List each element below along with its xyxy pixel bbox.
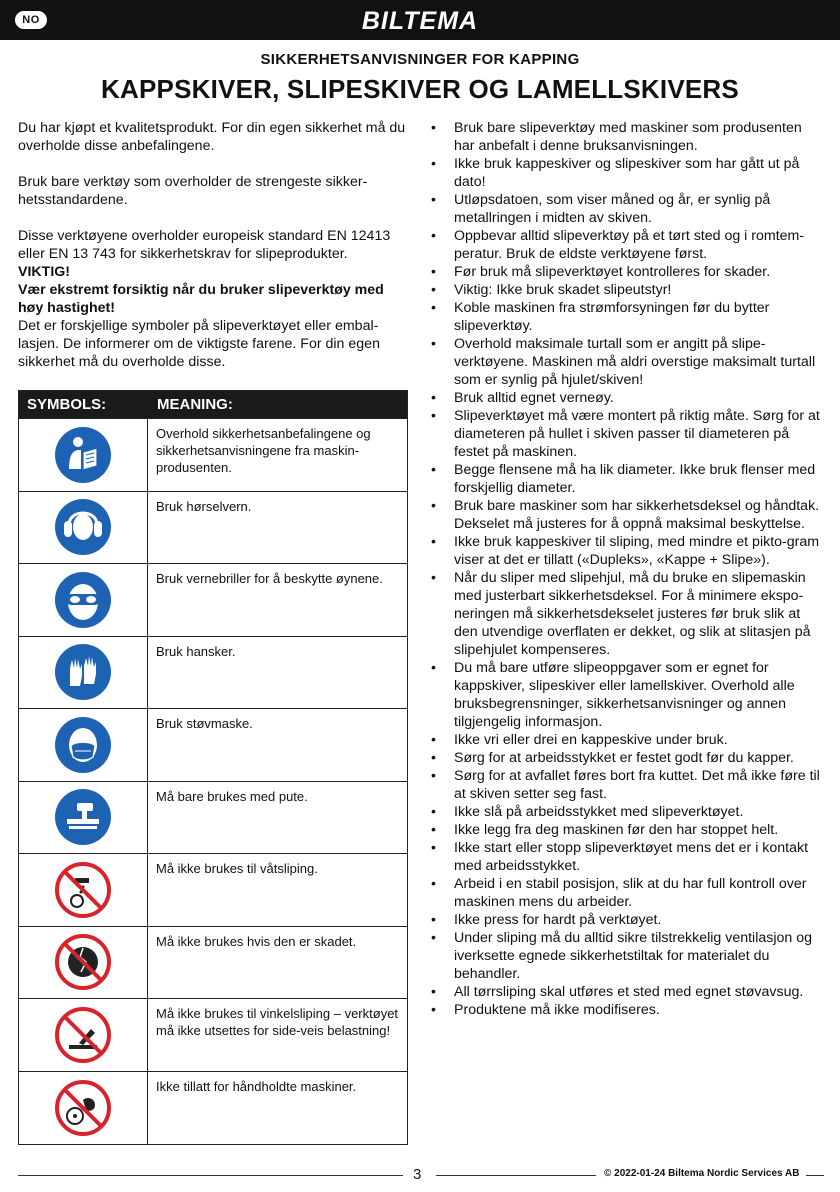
list-item: • Når du sliper med slipehjul, må du bruke en slipemaskin med justerbart sikkerhetsdeksel. For å minimere ekspo-neringen må sikkerhetsdekselet justeres før bruk slik at den utvendige overflaten er dekket, og slik at slitasjen på slipehjulet kompenseres.	[430, 569, 825, 659]
intro-paragraph: Bruk bare verktøy som overholder de strengeste sikker-hetsstandardene.	[18, 174, 368, 208]
list-item: • Sørg for at avfallet føres bort fra kuttet. Det må ikke føre til at skiven setter seg fast.	[430, 767, 825, 803]
list-item: • Produktene må ikke modifiseres.	[430, 1001, 825, 1019]
intro-paragraph: Du har kjøpt et kvalitetsprodukt. For din egen sikkerhet må du overholde disse anbefalingene.	[18, 120, 406, 154]
symbols-column-header: SYMBOLS:	[27, 396, 107, 413]
intro-paragraph: Det er forskjellige symboler på slipeverktøyet eller embal-lasjen. De informerer om de viktigste farene. For din egen sikkerhet må du overholde disse.	[18, 318, 380, 370]
list-item: • Koble maskinen fra strømforsyningen før du bytter slipeverktøy.	[430, 299, 825, 335]
symbol-row	[19, 636, 407, 709]
footer-divider	[18, 1175, 403, 1176]
symbol-meaning: Må ikke brukes til våtsliping.	[156, 861, 318, 876]
list-item: • Bruk alltid egnet verneøy.	[430, 389, 825, 407]
symbol-row	[19, 998, 407, 1071]
symbol-row	[19, 563, 407, 636]
symbol-meaning: Ikke tillatt for håndholdte maskiner.	[156, 1078, 357, 1094]
backing-pad-icon	[19, 782, 148, 854]
symbol-meaning: Må bare brukes med pute.	[156, 788, 308, 804]
safety-rules-column	[430, 119, 825, 1019]
list-item: • Sørg for at arbeidsstykket er festet godt før du kapper.	[430, 749, 825, 767]
symbol-meaning: Overhold sikkerhetsanbefalingene og sikkerhetsanvisningene fra maskin-produsenten.	[156, 426, 371, 475]
no-handheld-icon	[19, 1072, 148, 1144]
symbol-meaning: Bruk vernebriller for å beskytte øynene.	[156, 571, 383, 586]
top-bar	[0, 0, 840, 40]
symbol-row	[19, 926, 407, 999]
list-item: • Utløpsdatoen, som viser måned og år, er synlig på metallringen i midten av skiven.	[430, 191, 825, 227]
symbols-table-header	[19, 391, 407, 418]
list-item: • Begge flensene må ha lik diameter. Ikke bruk flenser med forskjellig diameter.	[430, 461, 825, 497]
symbol-meaning: Bruk støvmaske.	[156, 716, 253, 731]
list-item: • Bruk bare maskiner som har sikkerhetsdeksel og håndtak. Dekselet må justeres for å oppnå maksimal beskyttelse.	[430, 497, 825, 533]
no-wet-grinding-icon	[19, 854, 148, 926]
list-item: • Bruk bare slipeverktøy med maskiner som produsenten har anbefalt i denne bruksanvisningen.	[430, 119, 825, 155]
language-badge: NO	[15, 11, 47, 29]
important-heading: VIKTIG!	[18, 264, 71, 280]
list-item: • Ikke press for hardt på verktøyet.	[430, 911, 825, 929]
intro-column	[18, 119, 410, 371]
symbol-meaning: Bruk hørselvern.	[156, 498, 252, 514]
footer-divider	[806, 1175, 824, 1176]
symbol-row	[19, 781, 407, 854]
list-item: • Ikke vri eller drei en kappeskive under bruk.	[430, 731, 825, 749]
intro-paragraph: Disse verktøyene overholder europeisk standard EN 12413 eller EN 13 743 for sikkerhetskrav for slipeprodukter.	[18, 228, 391, 262]
no-angle-grinding-icon	[19, 999, 148, 1071]
list-item: • Du må bare utføre slipeoppgaver som er egnet for kappskiver, slipeskiver eller lamellskiver. Overhold alle bruksbegrensninger, sikkerhetsanvisninger og annen tilgjengelig informasjon.	[430, 659, 825, 731]
symbol-meaning: Må ikke brukes til vinkelsliping – verktøyet må ikke utsettes for side-veis belastning!	[156, 1006, 399, 1038]
warning-text: Vær ekstremt forsiktig når du bruker slipeverktøy med høy hastighet!	[18, 282, 384, 316]
list-item: • Under sliping må du alltid sikre tilstrekkelig ventilasjon og iverksette egnede sikkerhetstiltak for materialet du behandler.	[430, 929, 825, 983]
list-item: • Ikke slå på arbeidsstykket med slipeverktøyet.	[430, 803, 825, 821]
gloves-icon	[19, 637, 148, 709]
read-manual-icon	[19, 419, 148, 491]
footer-divider	[436, 1175, 596, 1176]
list-item: • Overhold maksimale turtall som er angitt på slipe-verktøyene. Maskinen må aldri overstige maksimalt turtall som er synlig på hjulet/skiven!	[430, 335, 825, 389]
list-item: • Slipeverktøyet må være montert på riktig måte. Sørg for at diameteren på hullet i skiven passer til diameteren på festet på maskinen.	[430, 407, 825, 461]
brand-logo: BILTEMA	[361, 7, 479, 35]
safety-rules-list	[430, 119, 825, 1019]
list-item: • All tørrsliping skal utføres et sted med egnet støvavsug.	[430, 983, 825, 1001]
list-item: • Arbeid i en stabil posisjon, slik at du har full kontroll over maskinen mens du arbeider.	[430, 875, 825, 911]
list-item: • Ikke bruk kappeskiver og slipeskiver som har gått ut på dato!	[430, 155, 825, 191]
list-item: • Ikke start eller stopp slipeverktøyet mens det er i kontakt med arbeidsstykket.	[430, 839, 825, 875]
symbol-meaning: Bruk hansker.	[156, 643, 236, 659]
symbol-row	[19, 708, 407, 781]
symbol-row	[19, 1071, 407, 1144]
page-number: 3	[413, 1166, 422, 1183]
dust-mask-icon	[19, 709, 148, 781]
list-item: • Ikke legg fra deg maskinen før den har stoppet helt.	[430, 821, 825, 839]
symbol-row	[19, 491, 407, 564]
copyright-text: © 2022-01-24 Biltema Nordic Services AB	[604, 1168, 800, 1179]
hearing-protection-icon	[19, 492, 148, 564]
list-item: • Ikke bruk kappeskiver til sliping, med mindre et pikto-gram viser at det er tillatt («Dupleks», «Kappe + Slipe»).	[430, 533, 825, 569]
symbol-row	[19, 418, 407, 491]
page-subtitle: SIKKERHETSANVISNINGER FOR KAPPING	[260, 51, 580, 68]
symbols-table	[18, 390, 408, 1145]
symbol-meaning: Må ikke brukes hvis den er skadet.	[156, 933, 357, 949]
symbol-row	[19, 853, 407, 926]
list-item: • Oppbevar alltid slipeverktøy på et tørt sted og i romtem-peratur. Bruk de eldste verktøyene først.	[430, 227, 825, 263]
page-title: KAPPSKIVER, SLIPESKIVER OG LAMELLSKIVERS	[101, 74, 739, 104]
list-item: • Viktig: Ikke bruk skadet slipeutstyr!	[430, 281, 825, 299]
list-item: • Før bruk må slipeverktøyet kontrolleres for skader.	[430, 263, 825, 281]
safety-goggles-icon	[19, 564, 148, 636]
no-damaged-disc-icon	[19, 927, 148, 999]
meaning-column-header: MEANING:	[157, 396, 233, 413]
